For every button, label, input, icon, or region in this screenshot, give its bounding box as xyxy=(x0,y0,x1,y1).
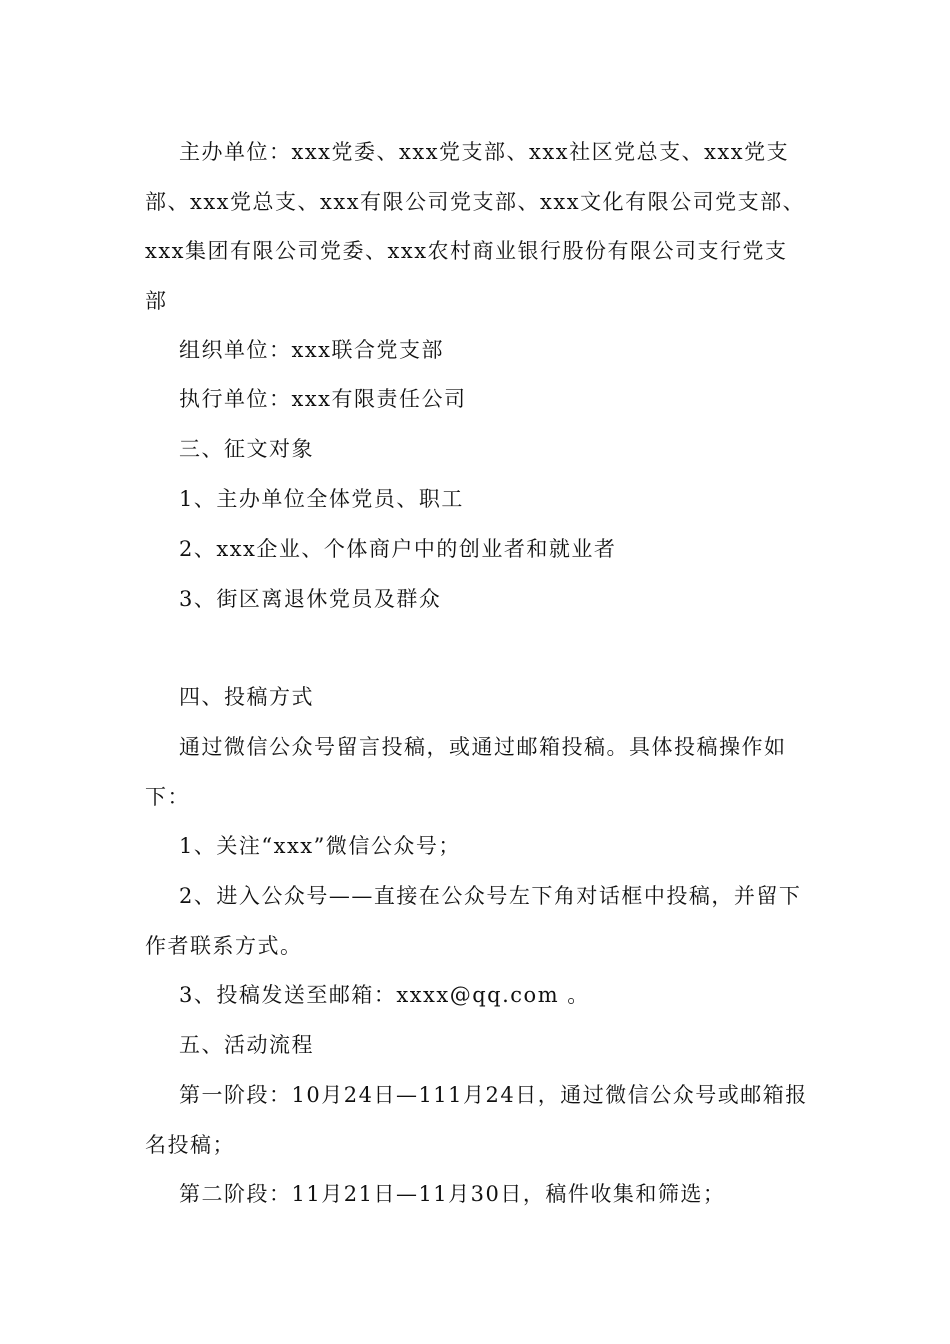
target-item-2: 2、xxx企业、个体商户中的创业者和就业者 xyxy=(179,537,617,561)
executing-unit-paragraph: 执行单位：xxx有限责任公司 xyxy=(179,387,467,411)
submission-step-3: 3、投稿发送至邮箱：xxxx@qq.com 。 xyxy=(179,983,590,1007)
section-heading-targets: 三、征文对象 xyxy=(179,437,314,461)
organizing-unit-paragraph: 组织单位：xxx联合党支部 xyxy=(179,338,445,362)
target-item-1: 1、主办单位全体党员、职工 xyxy=(179,487,464,511)
submission-step-1: 1、关注“xxx”微信公众号； xyxy=(179,834,461,858)
organizer-paragraph: 主办单位：xxx党委、xxx党支部、xxx社区党总支、xxx党支部、xxx党总支、xxx有限公司党支部、xxx文化有限公司党支部、xxx集团有限公司党委、xxx农村商业银行股份有限公司支行党支部 xyxy=(145,140,806,313)
section-heading-process: 五、活动流程 xyxy=(179,1033,314,1057)
submission-step-2: 2、进入公众号——直接在公众号左下角对话框中投稿，并留下作者联系方式。 xyxy=(145,884,802,958)
target-item-3: 3、街区离退休党员及群众 xyxy=(179,587,442,611)
section-heading-submission: 四、投稿方式 xyxy=(179,685,314,709)
process-stage-2: 第二阶段：11月21日—11月30日，稿件收集和筛选； xyxy=(179,1182,726,1206)
process-stage-1: 第一阶段：10月24日—111月24日，通过微信公众号或邮箱报名投稿； xyxy=(145,1083,808,1157)
submission-intro-paragraph: 通过微信公众号留言投稿，或通过邮箱投稿。具体投稿操作如下： xyxy=(145,735,787,809)
